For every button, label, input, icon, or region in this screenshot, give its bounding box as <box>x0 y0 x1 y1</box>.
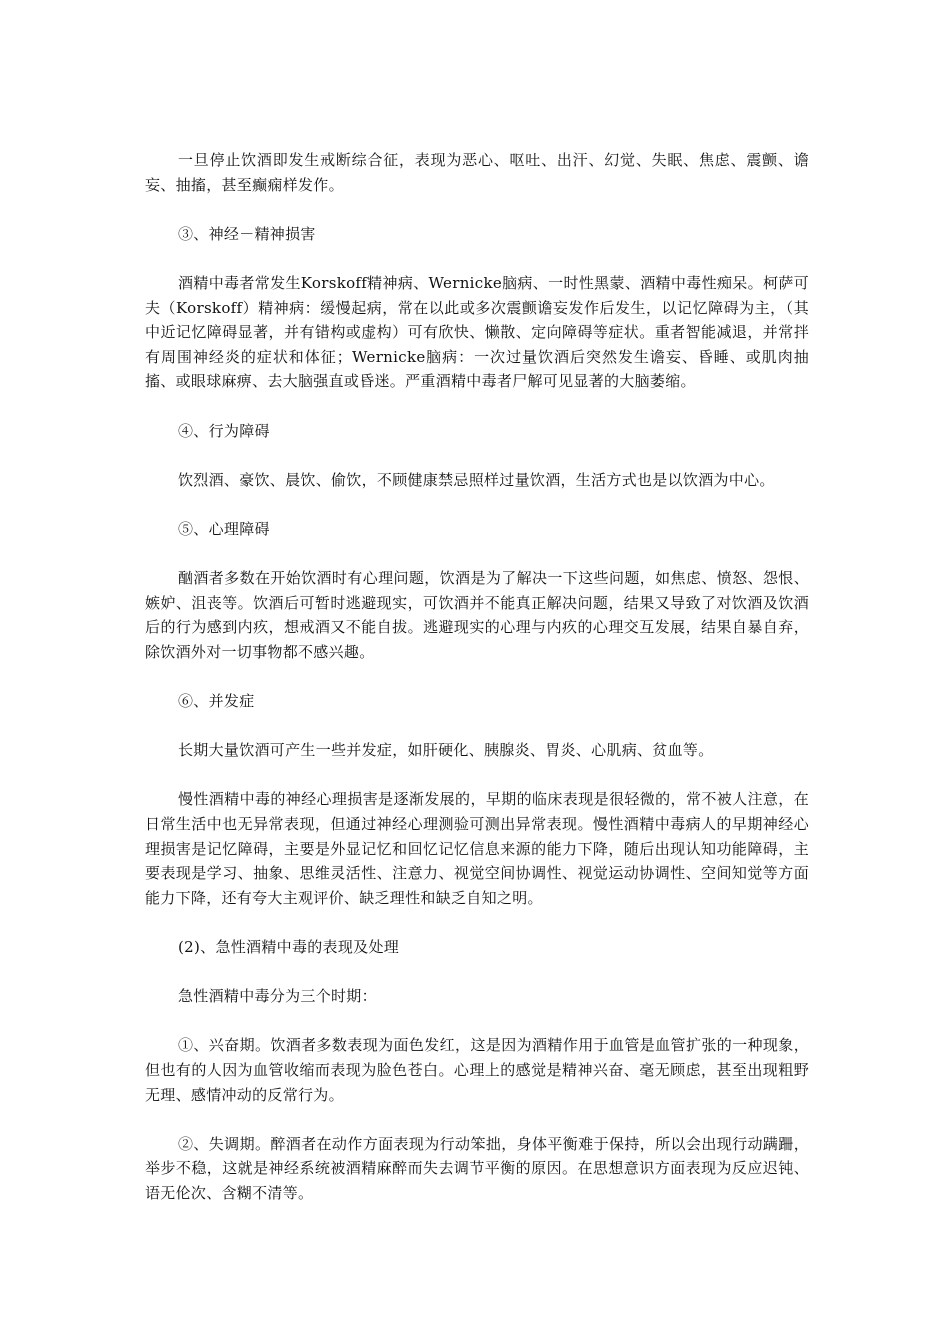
paragraph-three-stages: 急性酒精中毒分为三个时期： <box>178 987 377 1006</box>
paragraph-spacer <box>145 492 809 517</box>
paragraph-spacer <box>145 763 809 788</box>
paragraph-spacer <box>145 910 809 935</box>
heading-neuro-psychiatric-damage: ③、神经－精神损害 <box>178 224 316 243</box>
paragraph-spacer <box>145 394 809 419</box>
paragraph-behavior: 饮烈酒、豪饮、晨饮、偷饮，不顾健康禁忌照样过量饮酒，生活方式也是以饮酒为中心。 <box>178 470 775 489</box>
paragraph-excitement-stage: ①、兴奋期。饮酒者多数表现为面色发红，这是因为酒精作用于血管是血管扩张的一种现象，但也有的人因为血管收缩而表现为脸色苍白。心理上的感觉是精神兴奋、毫无顾虑，甚至出现粗野无理、感情冲动的反常行为。 <box>145 1036 809 1104</box>
paragraph-spacer <box>145 246 809 271</box>
document-body <box>145 148 809 1206</box>
paragraph-complications: 长期大量饮酒可产生一些并发症，如肝硬化、胰腺炎、胃炎、心肌病、贫血等。 <box>178 741 714 760</box>
paragraph-spacer <box>145 1009 809 1034</box>
paragraph-chronic-neuropsych: 慢性酒精中毒的神经心理损害是逐渐发展的，早期的临床表现是很轻微的，常不被人注意，在日常生活中也无异常表现，但通过神经心理测验可测出异常表现。慢性酒精中毒病人的早期神经心理损害是记忆障碍，主要是外显记忆和回忆记忆信息来源的能力下降，随后出现认知功能障碍，主要表现是学习、抽象、思维灵活性、注意力、视觉空间协调性、视觉运动协调性、空间知觉等方面能力下降，还有夸大主观评价、缺乏理性和缺乏自知之明。 <box>145 790 809 907</box>
paragraph-spacer <box>145 443 809 468</box>
paragraph-spacer <box>145 197 809 222</box>
paragraph-spacer <box>145 960 809 985</box>
paragraph-ataxia-stage: ②、失调期。醉酒者在动作方面表现为行动笨拙，身体平衡难于保持，所以会出现行动蹒跚，举步不稳，这就是神经系统被酒精麻醉而失去调节平衡的原因。在思想意识方面表现为反应迟钝、语无伦次、含糊不清等。 <box>145 1134 809 1202</box>
heading-acute-intoxication: (2)、急性酒精中毒的表现及处理 <box>178 938 400 956</box>
paragraph-spacer <box>145 714 809 739</box>
heading-behavior-disorder: ④、行为障碍 <box>178 421 270 440</box>
paragraph-korsakoff-wernicke: 酒精中毒者常发生Korskoff精神病、Wernicke脑病、一时性黑蒙、酒精中毒性痴呆。柯萨可夫（Korskoff）精神病：缓慢起病，常在以此或多次震颤谵妄发作后发生，以记忆障碍为主，（其中近记忆障碍显著，并有错构或虚构）可有欣快、懒散、定向障碍等症状。重者智能减退，并常拌有周围神经炎的症状和体征；Wernicke脑病：一次过量饮酒后突然发生谵妄、昏睡、或肌肉抽搐、或眼球麻痹、去大脑强直或昏迷。严重酒精中毒者尸解可见显著的大脑萎缩。 <box>145 273 809 391</box>
paragraph-spacer <box>145 664 809 689</box>
paragraph-spacer <box>145 1107 809 1132</box>
heading-psychological-disorder: ⑤、心理障碍 <box>178 519 270 538</box>
paragraph-spacer <box>145 542 809 567</box>
paragraph-psychological: 酗酒者多数在开始饮酒时有心理问题，饮酒是为了解决一下这些问题，如焦虑、愤怒、怨恨、嫉妒、沮丧等。饮酒后可暂时逃避现实，可饮酒并不能真正解决问题，结果又导致了对饮酒及饮酒后的行为感到内疚，想戒酒又不能自拔。逃避现实的心理与内疚的心理交互发展，结果自暴自弃，除饮酒外对一切事物都不感兴趣。 <box>145 569 809 661</box>
paragraph-withdrawal-syndrome: 一旦停止饮酒即发生戒断综合征，表现为恶心、呕吐、出汗、幻觉、失眠、焦虑、震颤、谵妄、抽搐，甚至癫痫样发作。 <box>145 151 809 194</box>
heading-complications: ⑥、并发症 <box>178 692 255 711</box>
